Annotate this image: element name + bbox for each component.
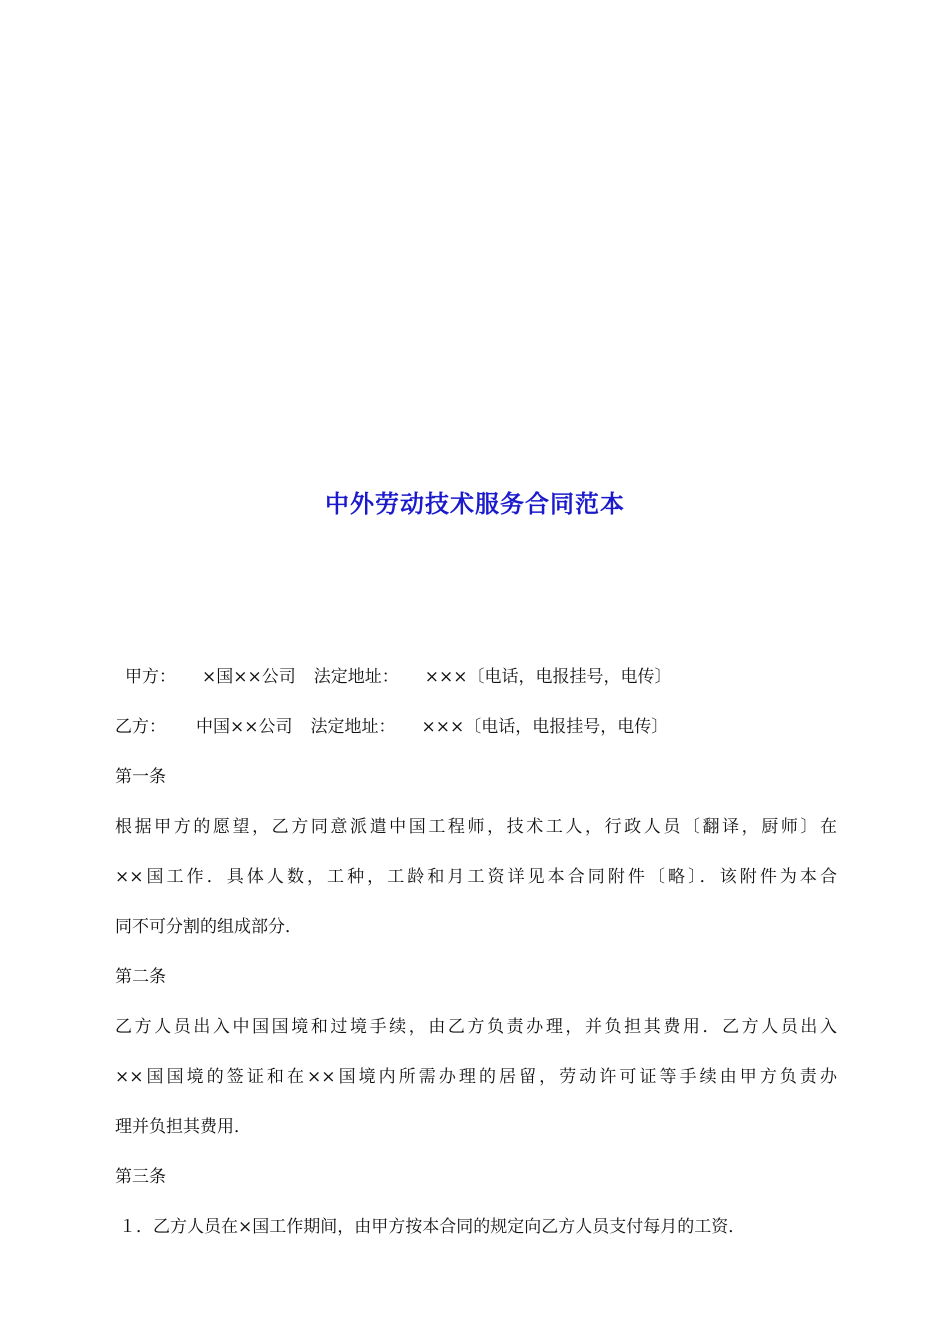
party-a-name: ×国××公司 — [202, 667, 296, 687]
party-b-name: 中国××公司 — [196, 717, 293, 737]
party-a-address-value: ×××〔电话，电报挂号，电传〕 — [424, 667, 672, 687]
party-b-address-label: 法定地址： — [310, 717, 396, 737]
article-1-line: 同不可分割的组成部分． — [115, 917, 302, 937]
party-b-label: 乙方： — [115, 717, 166, 737]
party-b-line — [115, 702, 837, 752]
party-a-line — [115, 652, 837, 702]
article-2-heading: 第二条 — [115, 967, 166, 987]
article-2-line: 理并负担其费用． — [115, 1117, 251, 1137]
article-3-heading: 第三条 — [115, 1167, 166, 1187]
article-2-line: 乙方人员出入中国国境和过境手续，由乙方负责办理，并负担其费用．乙方人员出入 — [115, 1017, 837, 1037]
document-title: 中外劳动技术服务合同范本 — [325, 490, 625, 518]
article-1-line: 根据甲方的愿望，乙方同意派遣中国工程师，技术工人，行政人员〔翻译，厨师〕在 — [115, 817, 837, 837]
article-3-item-1: １．乙方人员在×国工作期间，由甲方按本合同的规定向乙方人员支付每月的工资． — [119, 1217, 746, 1237]
article-2-line: ××国国境的签证和在××国境内所需办理的居留，劳动许可证等手续由甲方负责办 — [115, 1067, 837, 1087]
article-1-line: ××国工作．具体人数，工种，工龄和月工资详见本合同附件〔略〕．该附件为本合 — [115, 867, 837, 887]
party-a-label: 甲方： — [125, 667, 176, 687]
article-1-heading: 第一条 — [115, 767, 166, 787]
party-b-address-value: ×××〔电话，电报挂号，电传〕 — [421, 717, 669, 737]
party-a-address-label: 法定地址： — [313, 667, 399, 687]
contract-body — [115, 652, 837, 1252]
